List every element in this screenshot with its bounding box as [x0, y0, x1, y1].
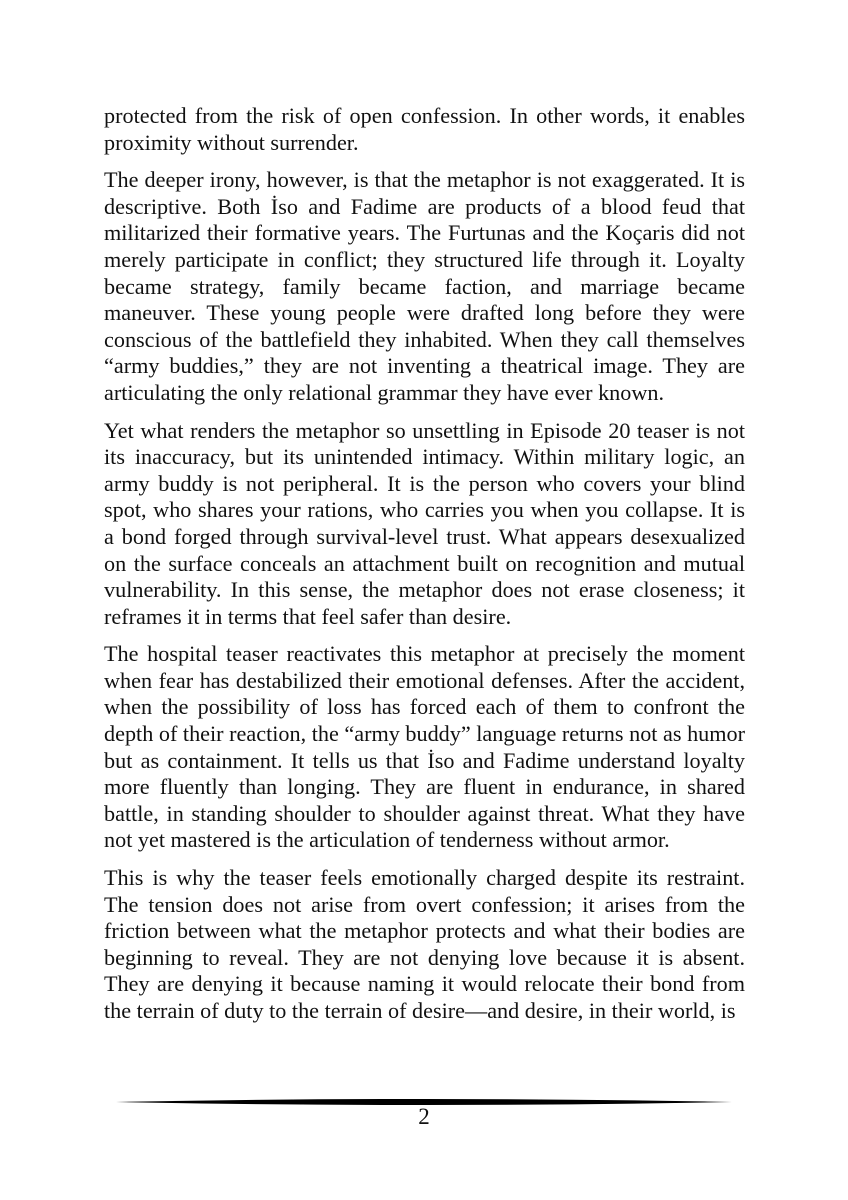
paragraph-5: This is why the teaser feels emotionally charged despite its restraint. The tension does not arise from overt confession; it arises from the friction between what the metaphor protects and what their bodies are beginning to reveal. They are not denying love because it is absent. They are denying it because naming it would relocate their bond from the terrain of duty to the terrain of desire—and desire, in their world, is [104, 865, 745, 1023]
paragraph-2: The deeper irony, however, is that the metaphor is not exaggerated. It is descriptive. Both İso and Fadime are products of a blood feud that militarized their formative years. The Furtunas and the Koçaris did not merely participate in conflict; they structured life through it. Loyalty became strategy, family became faction, and marriage became maneuver. These young people were drafted long before they were conscious of the battlefield they inhabited. When they call themselves “army buddies,” they are not inventing a theatrical image. They are articulating the only relational grammar they have ever known. [104, 167, 745, 405]
page-number: 2 [418, 1104, 430, 1129]
paragraph-4: The hospital teaser reactivates this metaphor at precisely the moment when fear has destabilized their emotional defenses. After the accident, when the possibility of loss has forced each of them to confront the depth of their reaction, the “army buddy” language returns not as humor but as containment. It tells us that İso and Fadime understand loyalty more fluently than longing. They are fluent in endurance, in shared battle, in standing shoulder to shoulder against threat. What they have not yet mastered is the articulation of tenderness without armor. [104, 641, 745, 853]
paragraph-1: protected from the risk of open confession. In other words, it enables proximity without surrender. [104, 103, 745, 155]
paragraph-3: Yet what renders the metaphor so unsettling in Episode 20 teaser is not its inaccuracy, but its unintended intimacy. Within military logic, an army buddy is not peripheral. It is the person who covers your blind spot, who shares your rations, who carries you when you collapse. It is a bond forged through survival-level trust. What appears desexualized on the surface conceals an attachment built on recognition and mutual vulnerability. In this sense, the metaphor does not erase closeness; it reframes it in terms that feel safer than desire. [104, 417, 745, 629]
body-text [104, 103, 745, 1036]
